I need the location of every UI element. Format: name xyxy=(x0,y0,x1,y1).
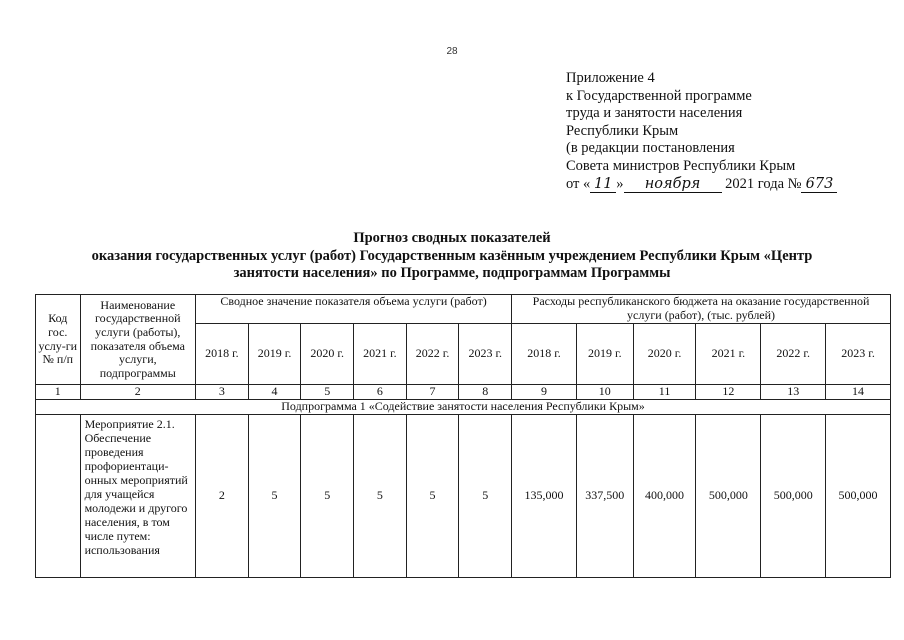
appendix-line: Приложение 4 xyxy=(566,70,655,86)
column-number: 14 xyxy=(826,385,891,400)
title-line: оказания государственных услуг (работ) Государственным казённым учреждением Республики Крым «Центр xyxy=(91,247,813,264)
handwritten-month: ноября xyxy=(624,177,722,193)
year-header: 2019 г. xyxy=(576,324,633,385)
year-header: 2021 г. xyxy=(354,324,407,385)
handwritten-day: 11 xyxy=(590,177,616,193)
year-header: 2019 г. xyxy=(248,324,301,385)
page-number: 28 xyxy=(446,46,458,57)
appendix-line: Совета министров Республики Крым xyxy=(566,157,796,174)
expense-cell: 500,000 xyxy=(696,415,761,578)
expense-cell: 135,000 xyxy=(512,415,577,578)
handwritten-doc-number: 673 xyxy=(801,177,837,193)
approval-date-line xyxy=(566,176,886,194)
row-code xyxy=(36,415,81,578)
row-name: Мероприятие 2.1. Обеспечение проведения профориентаци-онных мероприятий для учащейся молодежи и другого населения, в том числе путем: использования xyxy=(80,415,195,578)
year-header: 2020 г. xyxy=(301,324,354,385)
date-separator: » xyxy=(616,175,624,192)
document-title xyxy=(0,230,904,283)
column-number: 10 xyxy=(576,385,633,400)
appendix-line: труда и занятости населения xyxy=(566,105,743,122)
column-number: 2 xyxy=(80,385,195,400)
volume-cell: 5 xyxy=(406,415,459,578)
expense-cell: 500,000 xyxy=(826,415,891,578)
subprogram-title: Подпрограмма 1 «Содействие занятости населения Республики Крым» xyxy=(36,400,891,415)
year-header: 2023 г. xyxy=(459,324,512,385)
column-number-row xyxy=(36,385,891,400)
column-number: 1 xyxy=(36,385,81,400)
column-number: 3 xyxy=(196,385,249,400)
volume-cell: 5 xyxy=(354,415,407,578)
volume-cell: 5 xyxy=(248,415,301,578)
column-number: 4 xyxy=(248,385,301,400)
expense-cell: 500,000 xyxy=(761,415,826,578)
year-header: 2021 г. xyxy=(696,324,761,385)
volume-cell: 2 xyxy=(196,415,249,578)
column-number: 8 xyxy=(459,385,512,400)
header-row xyxy=(36,295,891,324)
expense-cell: 337,500 xyxy=(576,415,633,578)
forecast-table xyxy=(35,294,891,578)
volume-cell: 5 xyxy=(459,415,512,578)
subprogram-row xyxy=(36,400,891,415)
appendix-block xyxy=(566,70,886,193)
column-number: 5 xyxy=(301,385,354,400)
header-name: Наименование государственной услуги (работы), показателя объема услуги, подпрограммы xyxy=(80,295,195,385)
column-number: 11 xyxy=(633,385,696,400)
expense-cell: 400,000 xyxy=(633,415,696,578)
header-code: Код гос. услу-ги № п/п xyxy=(36,295,81,385)
date-year-text: 2021 года № xyxy=(725,175,802,192)
date-prefix: от « xyxy=(566,175,591,192)
column-number: 9 xyxy=(512,385,577,400)
column-number: 6 xyxy=(354,385,407,400)
column-number: 12 xyxy=(696,385,761,400)
title-line: занятости населения» по Программе, подпрограммам Программы xyxy=(233,265,671,281)
table-row xyxy=(36,415,891,578)
header-volume-group: Сводное значение показателя объема услуги (работ) xyxy=(196,295,512,324)
year-header: 2022 г. xyxy=(406,324,459,385)
appendix-line: Республики Крым xyxy=(566,122,679,139)
appendix-line: (в редакции постановления xyxy=(566,140,735,157)
volume-cell: 5 xyxy=(301,415,354,578)
appendix-line: к Государственной программе xyxy=(566,87,752,104)
column-number: 13 xyxy=(761,385,826,400)
title-line: Прогноз сводных показателей xyxy=(353,230,551,246)
column-number: 7 xyxy=(406,385,459,400)
year-header: 2023 г. xyxy=(826,324,891,385)
header-expense-group: Расходы республиканского бюджета на оказание государственной услуги (работ), (тыс. рублей) xyxy=(512,295,891,324)
year-header: 2020 г. xyxy=(633,324,696,385)
year-header: 2018 г. xyxy=(512,324,577,385)
year-header: 2022 г. xyxy=(761,324,826,385)
year-header: 2018 г. xyxy=(196,324,249,385)
